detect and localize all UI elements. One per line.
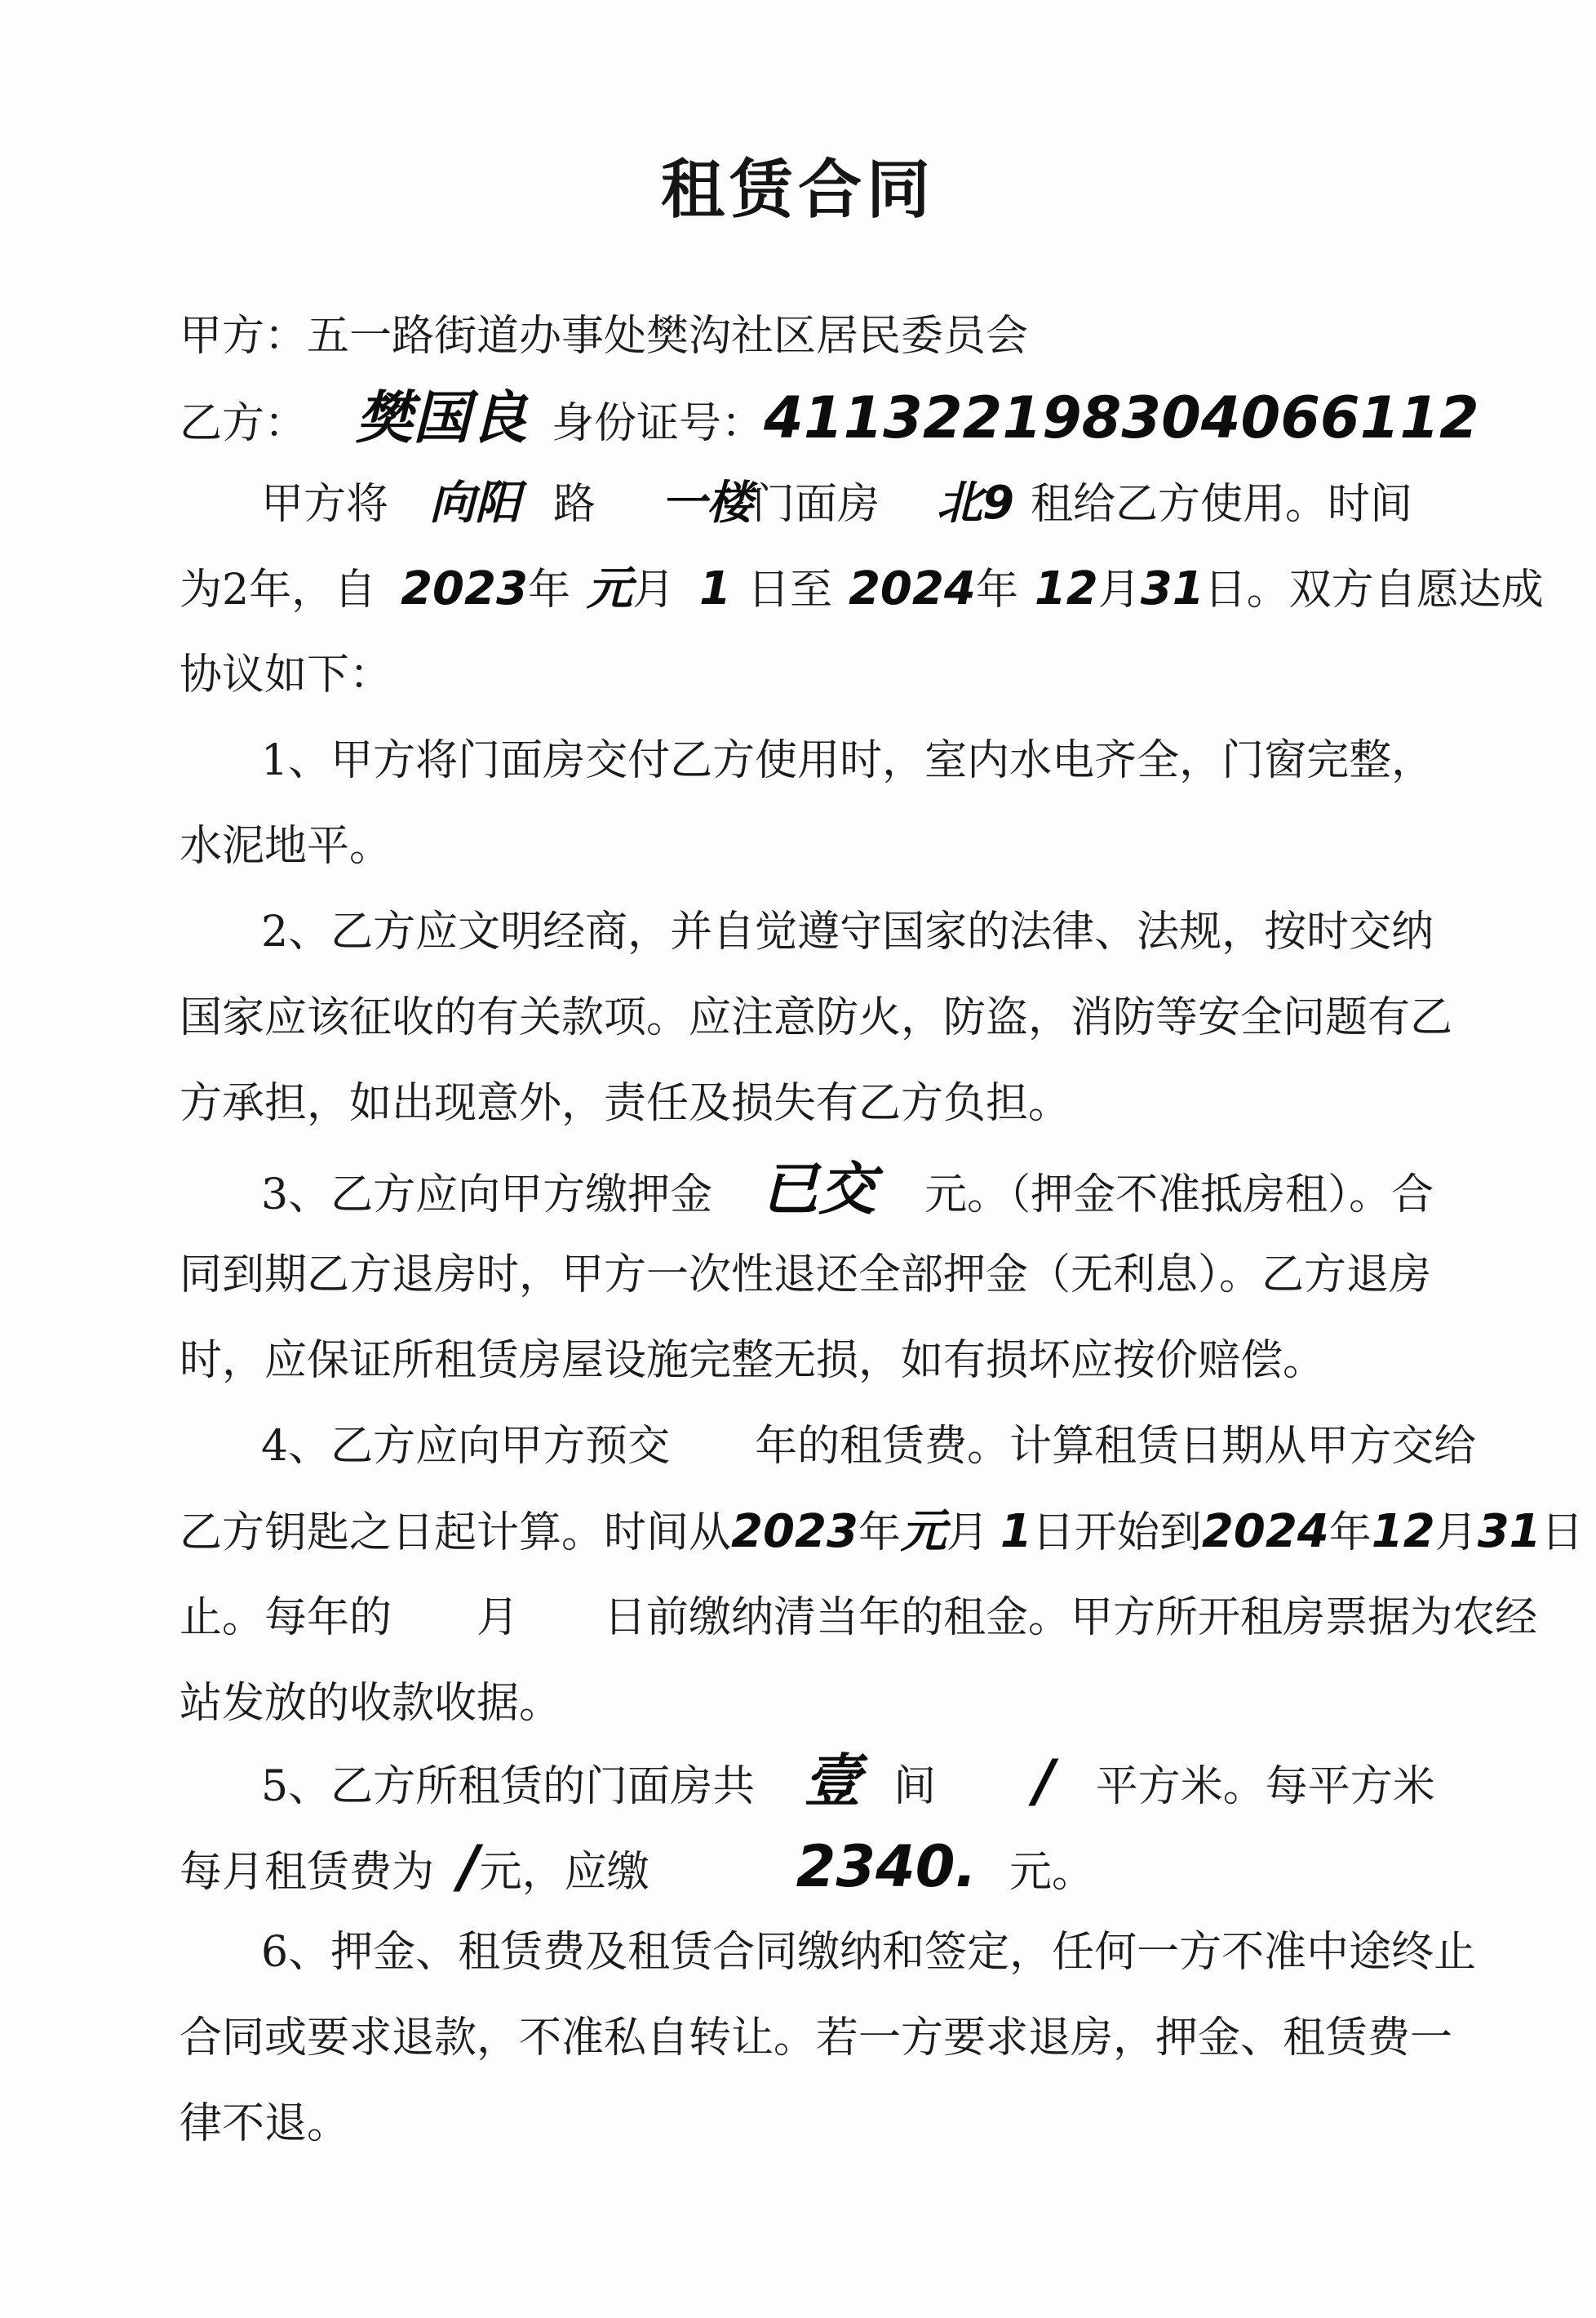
lease-end-day: 31 xyxy=(1477,1505,1541,1558)
lease-start-month: 元 xyxy=(900,1505,947,1558)
clause-1-text-2: 水泥地平。 xyxy=(180,822,392,871)
clause-2-text-3: 方承担，如出现意外，责任及损失有乙方负担。 xyxy=(180,1079,1071,1128)
clause-4-text-4: 站发放的收款收据。 xyxy=(180,1679,562,1728)
clause-4-line-2 xyxy=(180,1506,1584,1559)
clause-4-text-f: 月 xyxy=(1434,1508,1478,1557)
clause-1-line-2 xyxy=(180,820,392,873)
clause-5-line-1 xyxy=(261,1747,1435,1814)
area-value: / xyxy=(1034,1747,1055,1814)
party-a-line xyxy=(180,310,1028,362)
clause-3-text-3: 时，应保证所租赁房屋设施完整无损，如有损坏应按价赔偿。 xyxy=(180,1336,1326,1385)
clause-4-text-3: 止。每年的 月 日前缴纳清当年的租金。甲方所开租房票据为农经 xyxy=(180,1593,1538,1642)
clause-2-line-1 xyxy=(261,906,1434,958)
road-name: 向阳 xyxy=(429,477,521,530)
clause-6-line-3 xyxy=(180,2098,349,2150)
clause-3-line-3 xyxy=(180,1334,1325,1387)
intro-line-1 xyxy=(261,477,1412,531)
party-b-name: 樊国良 xyxy=(356,384,528,451)
clause-4-text-d: 日开始到 xyxy=(1031,1508,1202,1557)
amount-value: 2340. xyxy=(796,1833,978,1900)
clause-5-line-2 xyxy=(180,1833,1095,1900)
lease-end-month: 12 xyxy=(1371,1505,1435,1558)
clause-5-text-c: 平方米。每平方米 xyxy=(1095,1762,1435,1811)
clause-4-line-1 xyxy=(261,1420,1476,1472)
start-month: 元 xyxy=(586,562,632,615)
intro-text-7: 月 xyxy=(632,566,675,615)
clause-6-text: 6、押金、租赁费及租赁合同缴纳和签定，任何一方不准中途终止 xyxy=(261,1928,1477,1977)
intro-text-6: 年 xyxy=(527,566,570,615)
clause-2-line-2 xyxy=(180,992,1452,1044)
intro-text-1: 甲方将 xyxy=(261,480,389,529)
clause-4-text-g: 日 xyxy=(1541,1508,1584,1557)
id-number: 411322198304066112 xyxy=(764,384,1479,451)
clause-4-line-3 xyxy=(180,1592,1537,1644)
clause-4-text-b: 年 xyxy=(858,1508,901,1557)
intro-text-10: 月 xyxy=(1097,566,1141,615)
clause-6-line-1 xyxy=(261,1926,1476,1978)
party-a-text: 甲方：五一路街道办事处樊沟社区居民委员会 xyxy=(180,312,1029,361)
intro-line-3 xyxy=(180,649,392,701)
intro-text-3: 门面房 xyxy=(752,480,880,529)
lease-start-year: 2023 xyxy=(731,1505,858,1558)
start-year: 2023 xyxy=(401,562,528,615)
clause-3-text: 3、乙方应向甲方缴押金 xyxy=(261,1170,713,1219)
clause-6-text-2: 合同或要求退款，不准私自转让。若一方要求退房，押金、租赁费一 xyxy=(180,2014,1453,2063)
clause-4-text-a: 乙方钥匙之日起计算。时间从 xyxy=(180,1508,732,1557)
intro-text-8: 日至 xyxy=(747,566,832,615)
clause-4-text-c: 月 xyxy=(946,1508,989,1557)
start-day: 1 xyxy=(698,562,731,615)
deposit-value: 已交 xyxy=(761,1156,876,1223)
clause-5-text-d: 每月租赁费为 xyxy=(180,1848,435,1897)
intro-text-5: 为2年，自 xyxy=(180,566,377,615)
intro-text-4: 租给乙方使用。时间 xyxy=(1031,480,1413,529)
intro-text-9: 年 xyxy=(975,566,1018,615)
clause-3-text-b: 元。（押金不准抵房租）。合 xyxy=(924,1170,1434,1219)
clause-5-text-f: 元。 xyxy=(1009,1848,1095,1897)
clause-2-line-3 xyxy=(180,1077,1071,1130)
room-count: 壹 xyxy=(804,1747,862,1814)
clause-4-text-e: 年 xyxy=(1328,1508,1372,1557)
clause-3-text-2: 同到期乙方退房时，甲方一次性退还全部押金（无利息）。乙方退房 xyxy=(180,1250,1432,1299)
floor-value: 一楼 xyxy=(661,477,753,530)
unit-value: 北9 xyxy=(937,477,1015,530)
clause-2-text: 2、乙方应文明经商，并自觉遵守国家的法律、法规，按时交纳 xyxy=(261,908,1434,957)
clause-3-line-1 xyxy=(261,1156,1434,1223)
clause-5-text-e: 元，应缴 xyxy=(479,1848,649,1897)
id-label: 身份证号： xyxy=(552,399,765,448)
clause-1-text: 1、甲方将门面房交付乙方使用时，室内水电齐全，门窗完整， xyxy=(261,736,1434,785)
clause-1-line-1 xyxy=(261,735,1434,787)
page-title: 租赁合同 xyxy=(660,153,935,227)
party-b-label: 乙方： xyxy=(180,399,308,448)
clause-4-line-4 xyxy=(180,1677,561,1730)
end-day: 31 xyxy=(1140,562,1204,615)
intro-text-11: 日。双方自愿达成 xyxy=(1204,566,1544,615)
party-b-line xyxy=(180,384,1479,451)
intro-line-2 xyxy=(180,563,1544,616)
lease-start-day: 1 xyxy=(1000,1505,1032,1558)
clause-5-text-b: 间 xyxy=(893,1762,937,1811)
clause-6-text-3: 律不退。 xyxy=(180,2099,350,2148)
lease-end-year: 2024 xyxy=(1201,1505,1329,1558)
clause-4-text: 4、乙方应向甲方预交 年的租赁费。计算租赁日期从甲方交给 xyxy=(261,1422,1477,1471)
rate-value: / xyxy=(459,1833,480,1900)
end-month: 12 xyxy=(1034,562,1098,615)
clause-5-text: 5、乙方所租赁的门面房共 xyxy=(261,1762,756,1811)
intro-text-12: 协议如下： xyxy=(180,651,392,699)
clause-2-text-2: 国家应该征收的有关款项。应注意防火，防盗，消防等安全问题有乙 xyxy=(180,993,1453,1042)
clause-3-line-2 xyxy=(180,1249,1431,1301)
end-year: 2024 xyxy=(848,562,976,615)
clause-6-line-2 xyxy=(180,2012,1452,2064)
intro-text-2: 路 xyxy=(553,480,596,529)
